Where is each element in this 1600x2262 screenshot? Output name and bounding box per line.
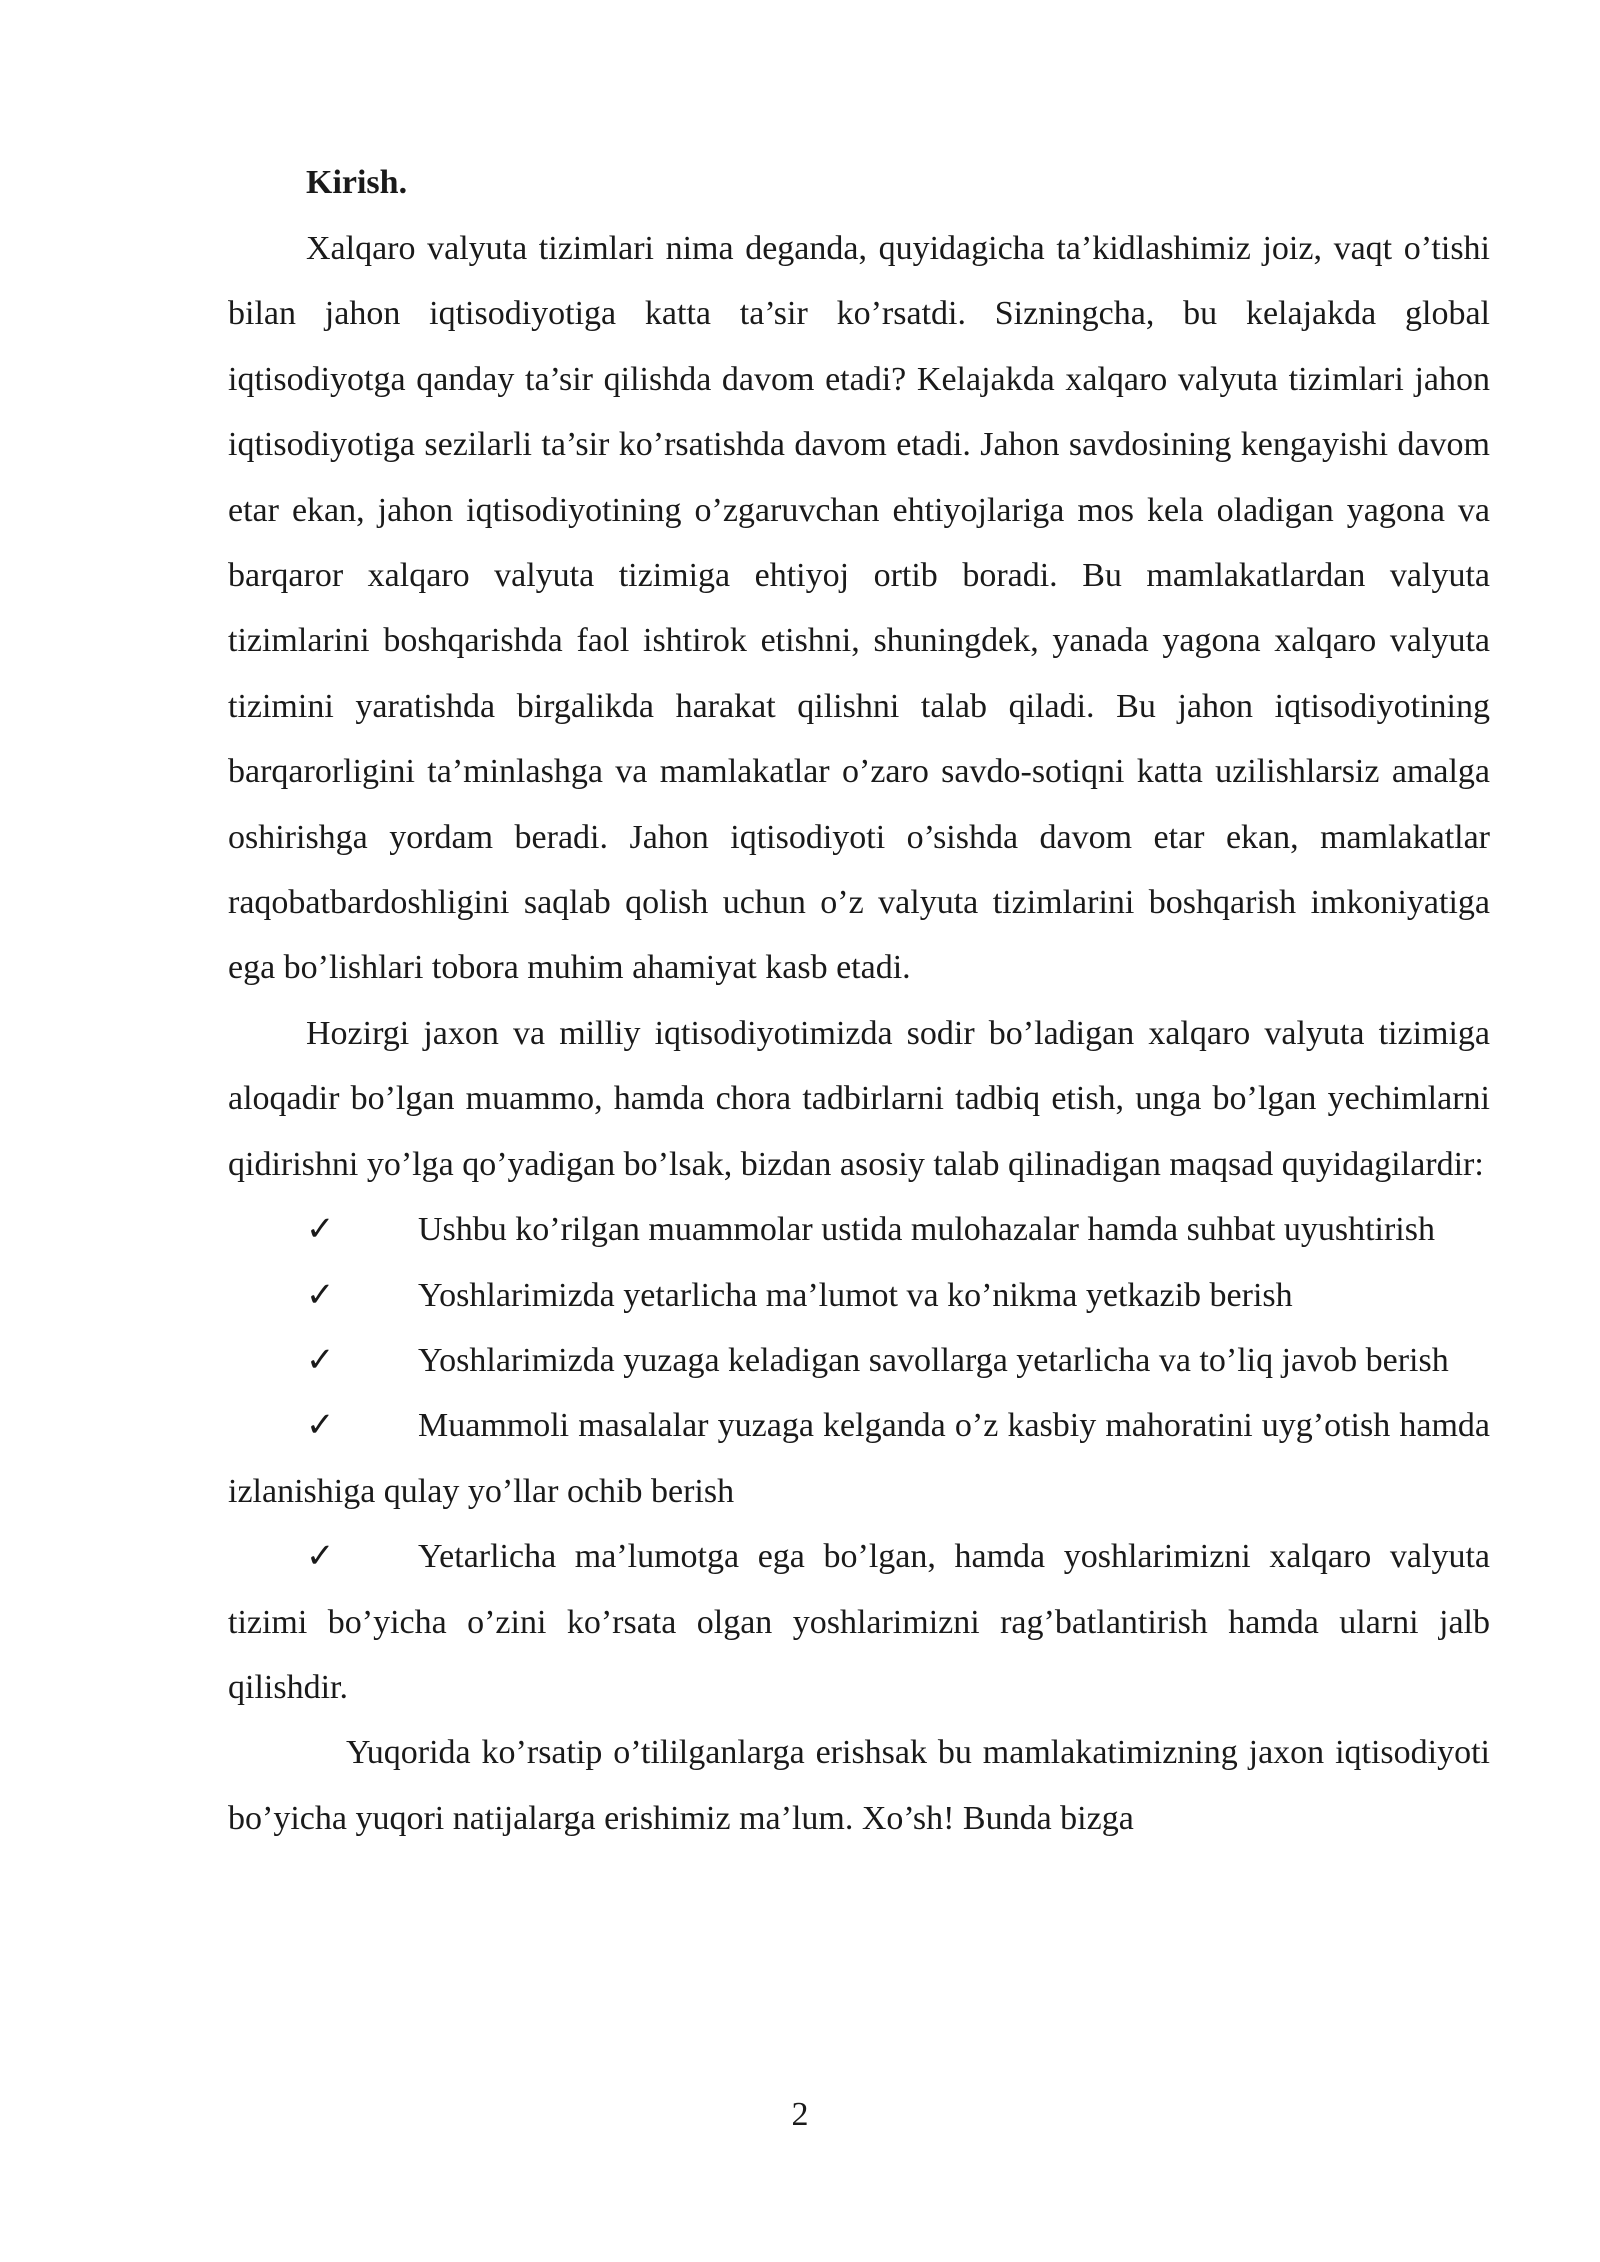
page-number: 2: [791, 2096, 809, 2133]
list-item: [228, 1328, 1490, 1393]
list-item: [228, 1524, 1490, 1720]
list-item-text: Yetarlicha ma’lumotga ega bo’lgan, hamda yoshlarimizni xalqaro valyuta tizimi bo’yicha o’zini ko’rsata olgan yoshlarimizni rag’batlantirish hamda ularni jalb qilishdir.: [228, 1538, 1490, 1706]
list-item-text: Yoshlarimizda yuzaga keladigan savollarga yetarlicha va to’liq javob berish: [418, 1341, 1449, 1379]
intro-paragraph: Xalqaro valyuta tizimlari nima deganda, quyidagicha ta’kidlashimiz joiz, vaqt o’tishi bilan jahon iqtisodiyotiga katta ta’sir ko’rsatdi. Sizningcha, bu kelajakda global iqtisodiyotga qanday ta’sir qilishda davom etadi? Kelajakda xalqaro valyuta tizimlari jahon iqtisodiyotiga sezilarli ta’sir ko’rsatishda davom etadi. Jahon savdosining kengayishi davom etar ekan, jahon iqtisodiyotining o’zgaruvchan ehtiyojlariga mos kela oladigan yagona va barqaror xalqaro valyuta tizimiga ehtiyoj ortib boradi. Bu mamlakatlardan valyuta tizimlarini boshqarishda faol ishtirok etishni, shuningdek, yanada yagona xalqaro valyuta tizimini yaratishda birgalikda harakat qilishni talab qiladi. Bu jahon iqtisodiyotining barqarorligini ta’minlashga va mamlakatlar o’zaro savdo-sotiqni katta uzilishlarsiz amalga oshirishga yordam beradi. Jahon iqtisodiyoti o’sishda davom etar ekan, mamlakatlar raqobatbardoshligini saqlab qolish uchun o’z valyuta tizimlarini boshqarish imkoniyatiga ega bo’lishlari tobora muhim ahamiyat kasb etadi.: [228, 230, 1490, 987]
list-item: [228, 1197, 1490, 1262]
document-page: [228, 150, 1490, 1851]
checkmark-icon: ✓: [306, 1538, 335, 1576]
list-item-text: Muammoli masalalar yuzaga kelganda o’z kasbiy mahoratini uyg’otish hamda izlanishiga qulay yo’llar ochib berish: [228, 1407, 1490, 1510]
section-heading: Kirish.: [306, 164, 408, 201]
checkmark-icon: ✓: [306, 1407, 335, 1445]
list-item-text: Yoshlarimizda yetarlicha ma’lumot va ko’nikma yetkazib berish: [418, 1276, 1293, 1314]
checkmark-icon: ✓: [306, 1341, 335, 1379]
list-item: [228, 1393, 1490, 1524]
list-item-text: Ushbu ko’rilgan muammolar ustida mulohazalar hamda suhbat uyushtirish: [418, 1211, 1435, 1249]
goals-paragraph: Hozirgi jaxon va milliy iqtisodiyotimizda sodir bo’ladigan xalqaro valyuta tizimiga aloqadir bo’lgan muammo, hamda chora tadbirlarni tadbiq etish, unga bo’lgan yechimlarni qidirishni yo’lga qo’yadigan bo’lsak, bizdan asosiy talab qilinadigan maqsad quyidagilardir:: [228, 1014, 1490, 1183]
list-item: [228, 1263, 1490, 1328]
closing-paragraph: Yuqorida ko’rsatip o’tililganlarga erishsak bu mamlakatimizning jaxon iqtisodiyoti bo’yicha yuqori natijalarga erishimiz ma’lum. Xo’sh! Bunda bizga: [228, 1734, 1490, 1837]
checkmark-icon: ✓: [306, 1211, 335, 1249]
checkmark-icon: ✓: [306, 1276, 335, 1314]
